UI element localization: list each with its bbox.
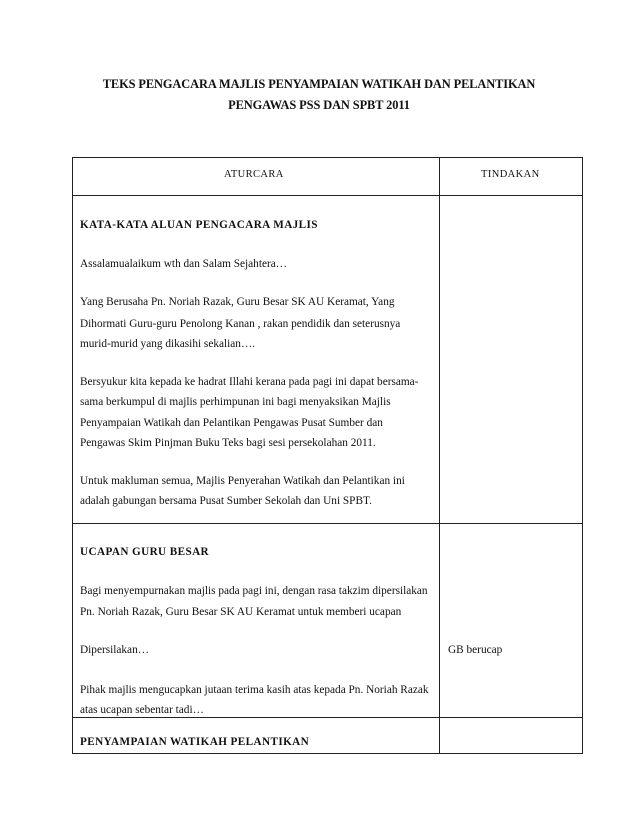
- table-border-right: [582, 157, 583, 754]
- document-title-line1: TEKS PENGACARA MAJLIS PENYAMPAIAN WATIKAH DAN PELANTIKAN: [102, 77, 536, 91]
- paragraph-menyempurnakan-line2: Pn. Noriah Razak, Guru Besar SK AU Keramat untuk memberi ucapan: [80, 606, 402, 618]
- paragraph-bersyukur-line1: Bersyukur kita kepada ke hadrat Illahi kerana pada pagi ini dapat bersama-: [80, 376, 419, 388]
- paragraph-bersyukur-line3: Penyampaian Watikah dan Pelantikan Pengawas Pusat Sumber dan: [80, 417, 383, 429]
- column-header-aturcara: ATURCARA: [224, 169, 284, 180]
- paragraph-bersyukur-line4: Pengawas Skim Pinjman Buku Teks bagi sesi persekolahan 2011.: [80, 437, 376, 449]
- paragraph-greeting-line1: Yang Berusaha Pn. Noriah Razak, Guru Besar SK AU Keramat, Yang: [80, 296, 395, 308]
- paragraph-greeting-line3: murid-murid yang dikasihi sekalian….: [80, 338, 256, 350]
- table-border-left: [72, 157, 73, 754]
- table-border-middle: [439, 157, 440, 754]
- column-header-tindakan: TINDAKAN: [481, 169, 540, 180]
- section-heading-aluan: KATA-KATA ALUAN PENGACARA MAJLIS: [80, 219, 318, 231]
- document-title-line2: PENGAWAS PSS DAN SPBT 2011: [228, 98, 410, 112]
- paragraph-greeting-line2: Dihormati Guru-guru Penolong Kanan , rakan pendidik dan seterusnya: [80, 318, 401, 330]
- table-border-bottom: [72, 753, 583, 754]
- section-heading-watikah: PENYAMPAIAN WATIKAH PELANTIKAN: [80, 736, 310, 748]
- paragraph-makluman-line2: adalah gabungan bersama Pusat Sumber Sekolah dan Uni SPBT.: [80, 495, 372, 507]
- table-border-header: [72, 195, 583, 196]
- paragraph-menyempurnakan-line1: Bagi menyempurnakan majlis pada pagi ini, dengan rasa takzim dipersilakan: [80, 585, 428, 597]
- paragraph-salam: Assalamualaikum wth dan Salam Sejahtera…: [80, 258, 288, 270]
- table-border-row1: [72, 523, 583, 524]
- paragraph-bersyukur-line2: sama berkumpul di majlis perhimpunan ini bagi menyaksikan Majlis: [80, 396, 391, 408]
- paragraph-terima-kasih-line2: atas ucapan sebentar tadi…: [80, 704, 204, 716]
- table-border-row2: [72, 717, 583, 718]
- paragraph-dipersilakan: Dipersilakan…: [80, 644, 150, 656]
- paragraph-terima-kasih-line1: Pihak majlis mengucapkan jutaan terima kasih atas kepada Pn. Noriah Razak: [80, 684, 429, 696]
- paragraph-makluman-line1: Untuk makluman semua, Majlis Penyerahan Watikah dan Pelantikan ini: [80, 475, 405, 487]
- table-border-top: [72, 157, 583, 158]
- section-heading-ucapan: UCAPAN GURU BESAR: [80, 546, 210, 558]
- action-gb-berucap: GB berucap: [448, 644, 503, 656]
